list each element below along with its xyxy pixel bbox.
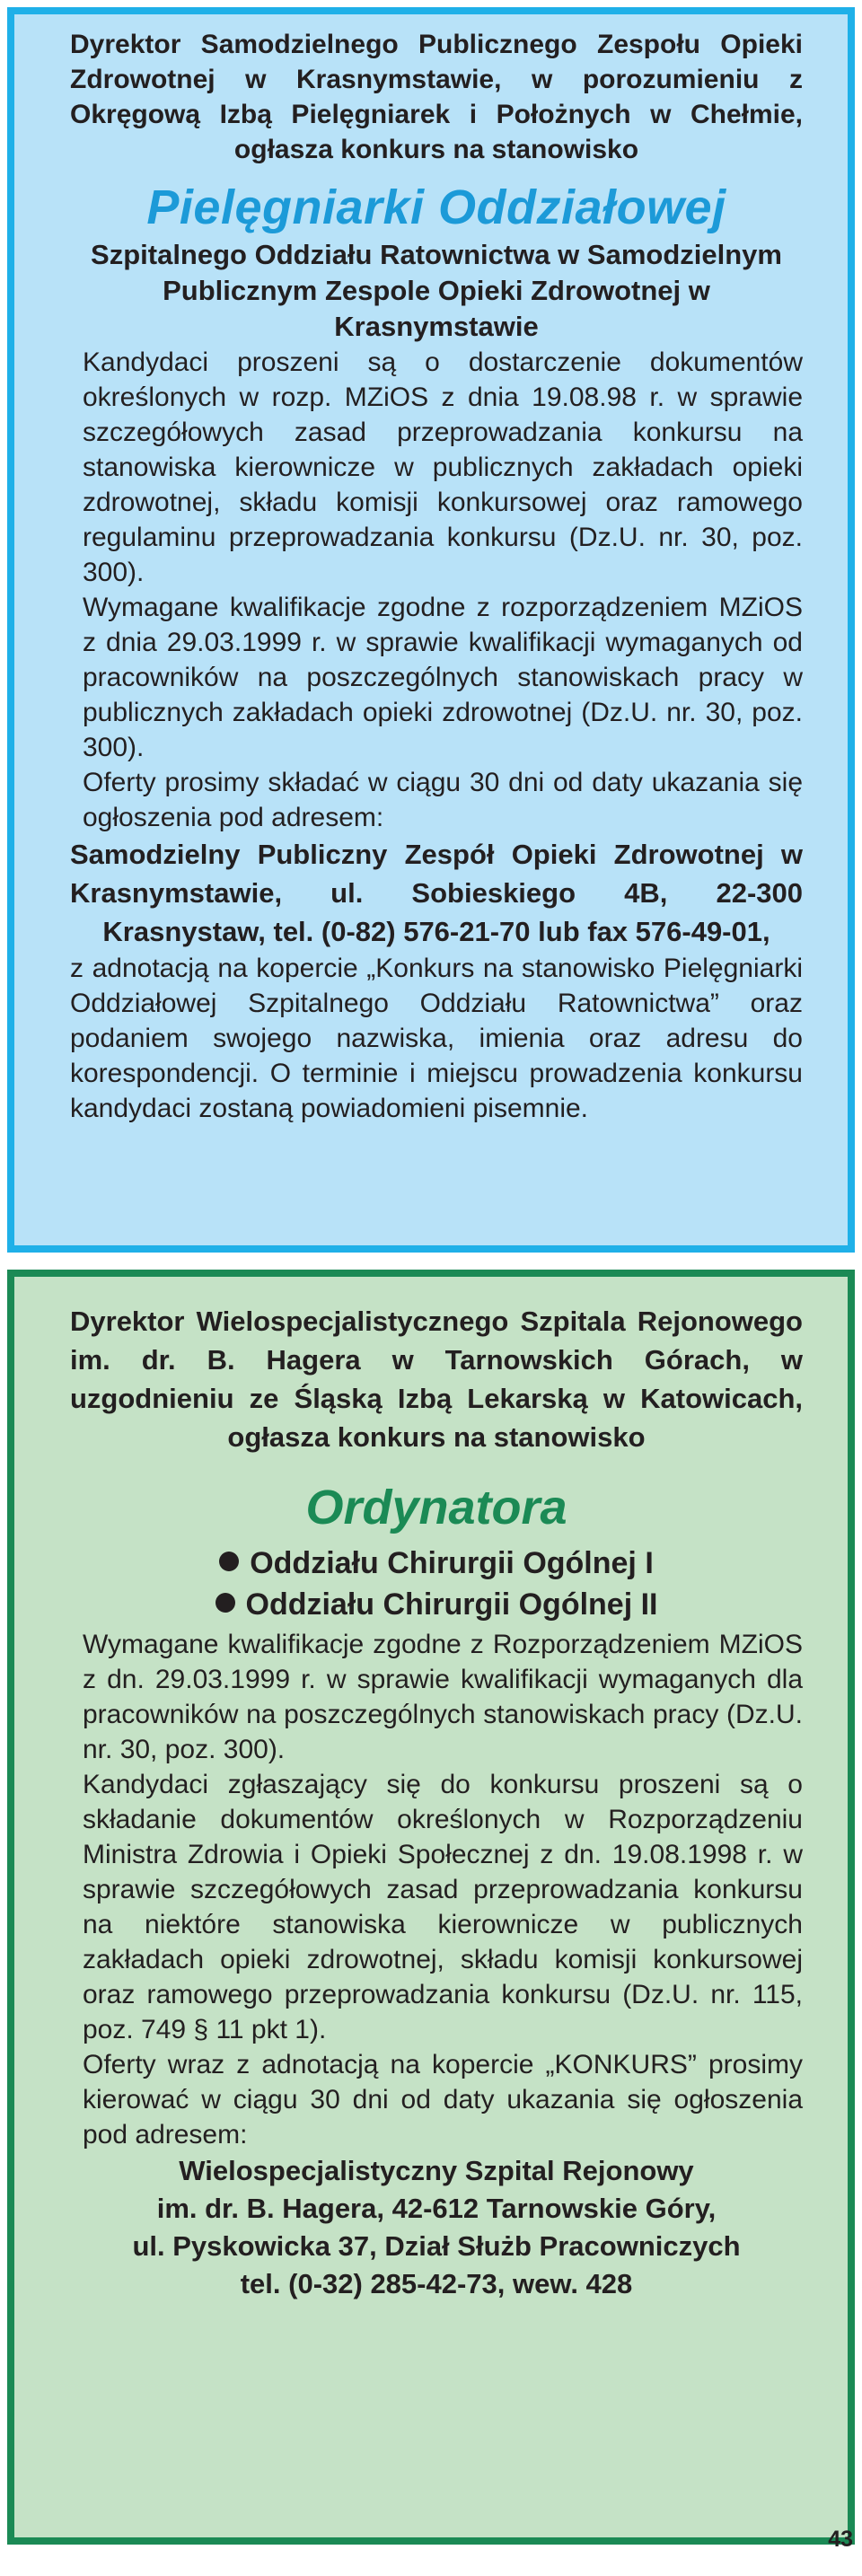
ad-paragraph: Wymagane kwalifikacje zgodne z rozporządzeniem MZiOS z dnia 29.03.1999 r. w sprawie kwalifikacji wymaganych od pracowników na poszczególnych stanowiskach pracy w publicznych zakładach opieki zdrowotnej (Dz.U. nr. 30, poz. 300). [83,593,803,762]
page-number: 43 [828,2527,853,2552]
ad-paragraph: Oferty prosimy składać w ciągu 30 dni od daty ukazania się ogłoszenia pod adresem: [83,768,803,832]
department-label: Oddziału Chirurgii Ogólnej I [250,1546,654,1580]
ad-intro: Dyrektor Wielospecjalistycznego Szpitala Rejonowego im. dr. B. Hagera w Tarnowskich Górach, w uzgodnieniu ze Śląską Izbą Lekarską w Katowicach, ogłasza konkurs na stanowisko [70,1306,803,1453]
ad-address [70,2152,803,2303]
department-item [70,1584,803,1625]
ad-paragraph: Kandydaci proszeni są o dostarczenie dokumentów określonych w rozp. MZiOS z dnia 19.08.98 r. w sprawie szczegółowych zasad przeprowadzania konkursu na stanowiska kierownicze w publicznych zakładach opieki zdrowotnej, składu komisji konkursowej oraz ramowego regulaminu przeprowadzania konkursu (Dz.U. nr. 30, poz. 300). [83,347,803,587]
department-item [70,1543,803,1584]
department-list [70,1543,803,1625]
bullet-icon [219,1552,239,1571]
bullet-icon [216,1593,235,1613]
ad-paragraph: Kandydaci zgłaszający się do konkursu proszeni są o składanie dokumentów określonych w Rozporządzeniu Ministra Zdrowia i Opieki Społecznej z dn. 19.08.1998 r. w sprawie szczegółowych zasad przeprowadzania konkursu na niektóre stanowiska kierownicze w publicznych zakładach opieki zdrowotnej, składu komisji konkursowej oraz ramowego przeprowadzania konkursu (Dz.U. nr. 115, poz. 749 § 11 pkt 1). [83,1770,803,2044]
department-label: Oddziału Chirurgii Ogólnej II [245,1587,658,1622]
ad-subtitle: Szpitalnego Oddziału Ratownictwa w Samodzielnym Publicznym Zespole Opieki Zdrowotnej w Krasnymstawie [91,239,782,342]
job-ad-nurse [7,7,855,1253]
ad-title: Ordynatora [305,1481,567,1534]
address-line: im. dr. B. Hagera, 42-612 Tarnowskie Góry, [156,2193,717,2224]
ad-title: Pielęgniarki Oddziałowej [146,180,726,234]
address-line: Wielospecjalistyczny Szpital Rejonowy [179,2155,694,2186]
ad-address: Samodzielny Publiczny Zespół Opieki Zdrowotnej w Krasnymstawie, ul. Sobieskiego 4B, 22-300 Krasnystaw, tel. (0-82) 576-21-70 lub fax 576-49-01, [70,839,803,947]
address-line: tel. (0-32) 285-42-73, wew. 428 [240,2268,633,2299]
ad-paragraph: z adnotacją na kopercie „Konkurs na stanowisko Pielęgniarki Oddziałowej Szpitalnego Oddziału Ratownictwa” oraz podaniem swojego nazwiska, imienia oraz adresu do korespondencji. O terminie i miejscu prowadzenia konkursu kandydaci zostaną powiadomieni pisemnie. [70,954,803,1123]
ad-paragraph: Wymagane kwalifikacje zgodne z Rozporządzeniem MZiOS z dn. 29.03.1999 r. w sprawie kwalifikacji wymaganych dla pracowników na poszczególnych stanowiskach pracy (Dz.U. nr. 30, poz. 300). [83,1630,803,1764]
ad-intro: Dyrektor Samodzielnego Publicznego Zespołu Opieki Zdrowotnej w Krasnymstawie, w porozumieniu z Okręgową Izbą Pielęgniarek i Położnych w Chełmie, ogłasza konkurs na stanowisko [70,30,803,164]
address-line: ul. Pyskowicka 37, Dział Służb Pracowniczych [132,2230,741,2262]
ad-paragraph: Oferty wraz z adnotacją na kopercie „KONKURS” prosimy kierować w ciągu 30 dni od daty ukazania się ogłoszenia pod adresem: [83,2050,803,2150]
job-ad-head-physician [7,1270,855,2545]
